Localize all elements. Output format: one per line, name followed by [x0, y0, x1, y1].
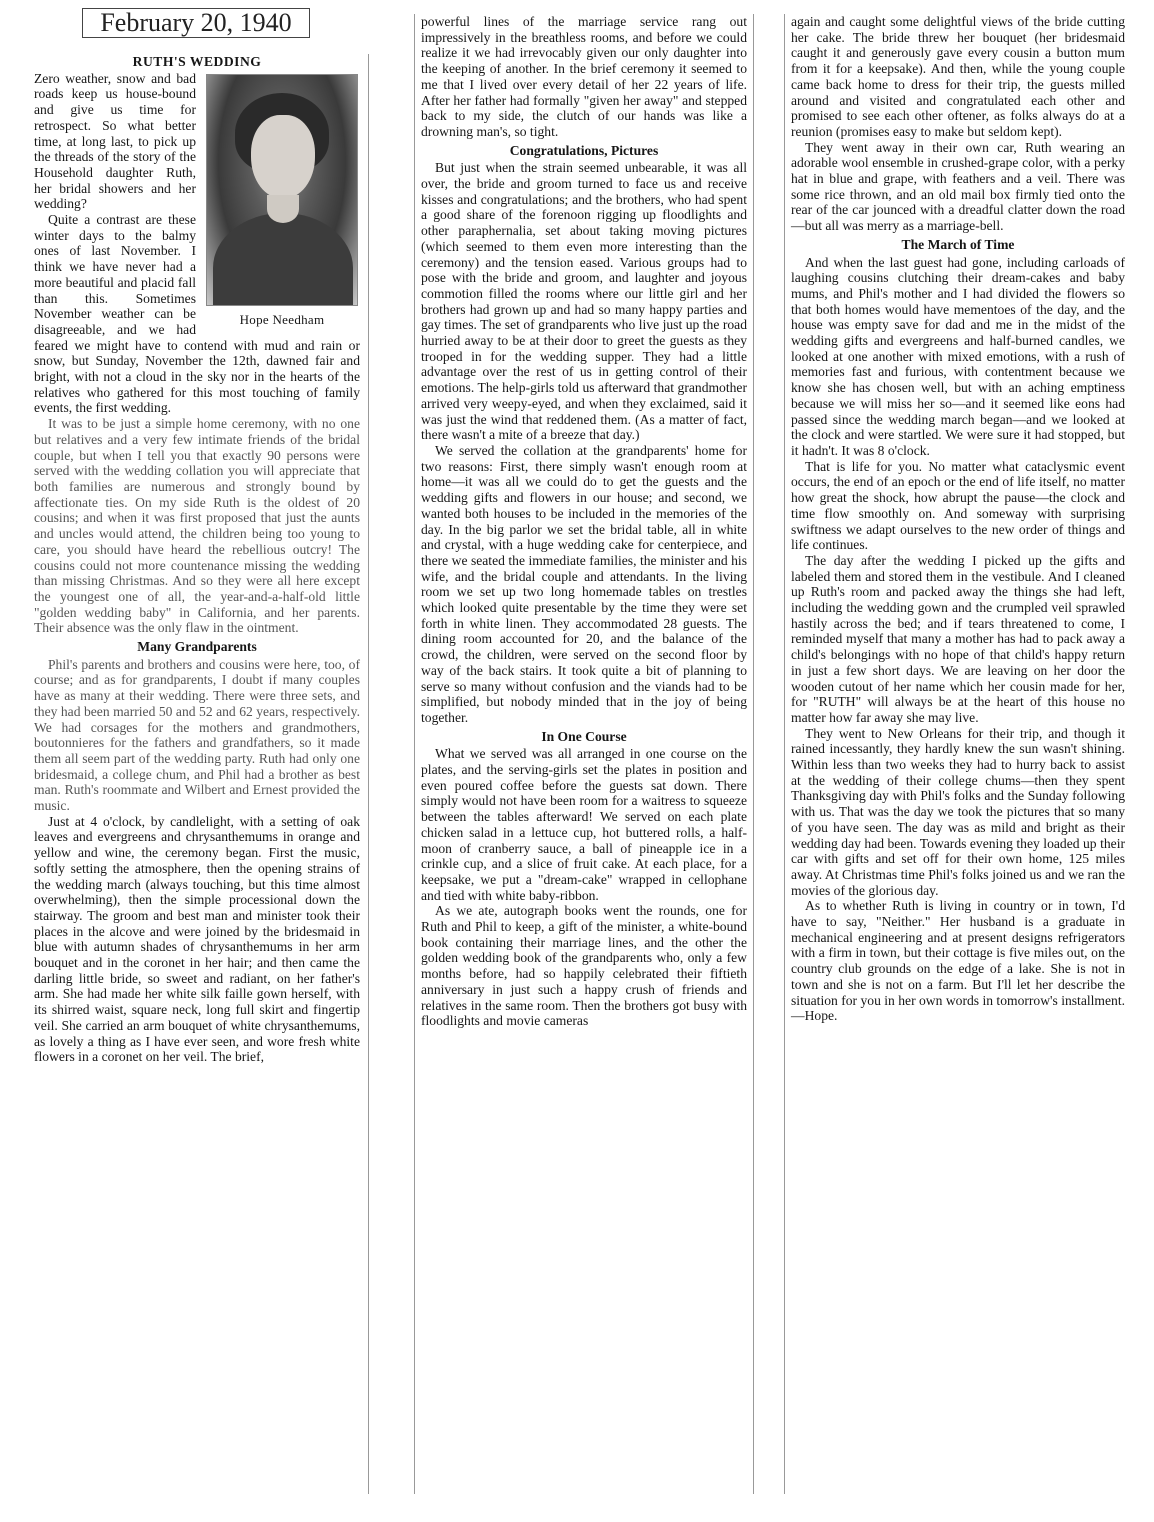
paragraph: As to whether Ruth is living in country or in town, I'd have to say, "Neither." Her husband is a graduate in mechanical engineering and at present designs refrigerators with a firm in town, but their cottage is five miles out, on the country club grounds on the edge of a lake. She is not in town and she is not on a farm. But I'll let her describe the situation for you in her own words in tomorrow's installment.—Hope. [791, 898, 1125, 1024]
column-2 [414, 14, 754, 1494]
subheading: The March of Time [901, 236, 1015, 252]
column-1 [34, 54, 369, 1494]
column-3 [784, 14, 1125, 1494]
paragraph: That is life for you. No matter what cataclysmic event occurs, the end of an epoch or the end of life itself, no matter how great the shock, how abrupt the pause—the clock and time flow smoothly on. And someway with surprising swiftness we adapt ourselves to the new order of things and life continues. [791, 458, 1125, 553]
paragraph: Just at 4 o'clock, by candlelight, with a setting of oak leaves and evergreens and chrysanthemums in orange and yellow and wine, the ceremony began. First the music, softly setting the atmosphere, then the opening strains of the wedding march (always touching, but this time almost overwhelming), then the simple processional down the stairway. The groom and best man and minister took their places in the alcove and were joined by the bridesmaid in blue with autumn shades of chrysanthemums in her arm bouquet and in the coronet in her hair; and then came the darling little bride, so sweet and radiant, on her father's arm. She had made her white silk faille gown herself, with its shirred waist, square neck, long full skirt and fingertip veil. She carried an arm bouquet of white chrysanthemums, as lovely a thing as I have ever seen, and wore fresh white flowers in a coronet on her veil. The brief, [34, 813, 360, 1065]
paragraph: powerful lines of the marriage service rang out impressively in the breathless rooms, and before we could realize it we had irrevocably given our only daughter into the keeping of another. In the brief ceremony it seemed to me that I lived over every detail of her 22 years of life. After her father had formally "given her away" and stepped back to my side, the clutch of our hands was like a drowning man's, so tight. [421, 14, 747, 139]
subheading: Congratulations, Pictures [509, 142, 659, 158]
paragraph: The day after the wedding I picked up the gifts and labeled them and stored them in the vestibule. And I cleaned up Ruth's room and packed away the things she had left, including the wedding gown and the crumpled veil sprawled hastily across the bed; and if tears threatened to come, I reminded myself that many a mother has had to pack away a child's belongings with no hope of that child's happy return in just a few short days. We are leaving on her door the wooden cutout of her name which her cousin made for her, for "RUTH" will always be at the heart of this house no matter how far away she may live. [791, 552, 1125, 725]
subheading: In One Course [541, 728, 627, 744]
paragraph: What we served was all arranged in one course on the plates, and the serving-girls set the plates in position and even poured coffee before the guests sat down. There simply would not have been room for a waitress to squeeze between the tables afterward! We served on each plate chicken salad in a lettuce cup, hot buttered rolls, a half-moon of cranberry sauce, a ball of pineapple ice in a crinkle cup, and a slice of fruit cake. At each place, for a keepsake, we put a "dream-cake" wrapped in cellophane and tied with white baby-ribbon. [421, 746, 747, 903]
paragraph: They went to New Orleans for their trip, and though it rained incessantly, they hardly knew the sun wasn't shining. Within less than two weeks they had to hurry back to assist at the wedding of their college chums—then they spent Thanksgiving day with Phil's folks and the Sunday following with us. That was the day we took the pictures that so many of you have seen. The day was as mild and bright as their wedding day had been. Towards evening they loaded up their car with gifts and set off for their own home, 125 miles away. At Christmas time Phil's folks joined us and we ran the movies of the glorious day. [791, 725, 1125, 898]
paragraph: We served the collation at the grandparents' home for two reasons: First, there simply wasn't enough room at home—it was all we could do to get the guests and the wedding gifts and flowers in our house; and second, we wanted both houses to be included in the memories of the day. In the big parlor we set the bridal table, all in white and crystal, with a huge wedding cake for centerpiece, and there we seated the immediate families, the minister and his wife, and the bridal couple and attendants. In the living room we set up two long homemade tables on trestles which looked quite presentable by the time they were set forth in white linen. They accommodated 28 guests. The dining room accounted for 20, and the balance of the crowd, the children, were served on the second floor by way of the back stairs. It took quite a bit of planning to serve so many without confusion and the viands had to be simplified, but nobody minded that in the joy of being together. [421, 442, 747, 725]
date-stamp: February 20, 1940 [82, 8, 310, 38]
paragraph: It was to be just a simple home ceremony, with no one but relatives and a very few intimate friends of the bridal couple, but when I tell you that exactly 90 persons were served with the wedding collation you will appreciate that both families are numerous and strongly bound by affectionate ties. On my side Ruth is the oldest of 20 cousins; and when it was first proposed that just the aunts and uncles would attend, the children being too young to care, you should have heard the rebellious outcry! The cousins could not more countenance missing the wedding than missing Christmas. And so they were all here except the youngest one of all, the year-and-a-half-old little "golden wedding baby" in California, and her parents. Their absence was the only flaw in the ointment. [34, 416, 360, 636]
paragraph: As we ate, autograph books went the rounds, one for Ruth and Phil to keep, a gift of the minister, a white-bound book containing their marriage lines, and the other the golden wedding book of the grandparents who, only a few months before, had so happily celebrated their fiftieth anniversary in just such a happy crush of friends and relatives in the same room. Then the brothers got busy with floodlights and movie cameras [421, 903, 747, 1029]
paragraph: And when the last guest had gone, including carloads of laughing cousins clutching their dream-cakes and baby mums, and Phil's mother and I had divided the flowers so that both homes would have mementoes of the day, and the house was empty save for dad and me in the midst of the wedding gifts and evergreens and half-burned candles, we looked at one another with mixed emotions, with a rush of memories fast and furious, with contentment because we know she has chosen well, but with an aching emptiness because we will miss her so—and it seemed like eons had passed since the wedding march began—and we looked at the clock and were startled. We were sure it had stopped, but it hadn't. It was 8 o'clock. [791, 254, 1125, 458]
article-title: RUTH'S WEDDING [132, 54, 262, 69]
subheading: Many Grandparents [137, 639, 257, 655]
paragraph: again and caught some delightful views of the bride cutting her cake. The bride threw her bouquet (her bridesmaid caught it and generously gave every cousin a button mum from it for a keepsake). And then, while the young couple came back home to dress for their trip, the guests milled around and visited and congratulated each other and promised to see each other oftener, as folks always do at a reunion (promises easy to make but seldom kept). [791, 14, 1125, 139]
paragraph: But just when the strain seemed unbearable, it was all over, the bride and groom turned to face us and receive kisses and congratulations; and the brothers, who had spent a good share of the forenoon rigging up floodlights and other paraphernalia, set about taking moving pictures (which seemed to them even more interesting than the ceremony) and the tension eased. Various groups had to pose with the bride and groom, and laughter and joyous commotion filled the rooms where our little girl and her brothers had grown up and had so many happy parties and gay times. The set of grandparents who live just up the road hurried away to be at their door to greet the guests as they trooped in for the wedding supper. They had a little advantage over the rest of us in getting control of their emotions. The help-girls told us afterward that grandmother arrived very weepy-eyed, and when they exclaimed, said it was just the wind that reddened them. (As a matter of fact, there wasn't a mite of a breeze that day.) [421, 160, 747, 443]
paragraph: They went away in their own car, Ruth wearing an adorable wool ensemble in crushed-grape color, with a perky hat in blue and grape, with feathers and a veil. There was some rice thrown, and an old mail box firmly tied onto the rear of the car jounced with a dreadful clatter down the road—but all was merry as a marriage-bell. [791, 139, 1125, 234]
photo-caption: Hope Needham [239, 311, 325, 327]
paragraph: Zero weather, snow and bad roads keep us house-bound and give us time for retrospect. So what better time, at long last, to pick up the threads of the story of the Household daughter Ruth, her bridal showers and her wedding? [34, 70, 196, 212]
portrait-figure [204, 74, 360, 328]
paragraph: Phil's parents and brothers and cousins were here, too, of course; and as for grandparents, I doubt if many couples have as many at their wedding. There were three sets, and they had been married 50 and 52 and 62 years, respectively. We had corsages for the mothers and grandmothers, boutonnieres for the fathers and grandfathers, so it made them all seem part of the wedding party. Ruth had only one bridesmaid, a college chum, and Phil had a brother as best man. Ruth's roommate and Wilbert and Ernest provided the music. [34, 656, 360, 814]
portrait-photo [206, 74, 358, 306]
paragraph: Quite a contrast are these winter days to the balmy ones of last November. I think we have never had a more beautiful and placid fall than this. Sometimes November weather can be disagreeable, and we had feared we might have to contend with mud and rain or snow, but Sunday, November the 12th, dawned fair and bright, with not a cloud in the sky nor in the hearts of the relatives who gathered for this most touching of family events, the first wedding. [34, 212, 360, 416]
